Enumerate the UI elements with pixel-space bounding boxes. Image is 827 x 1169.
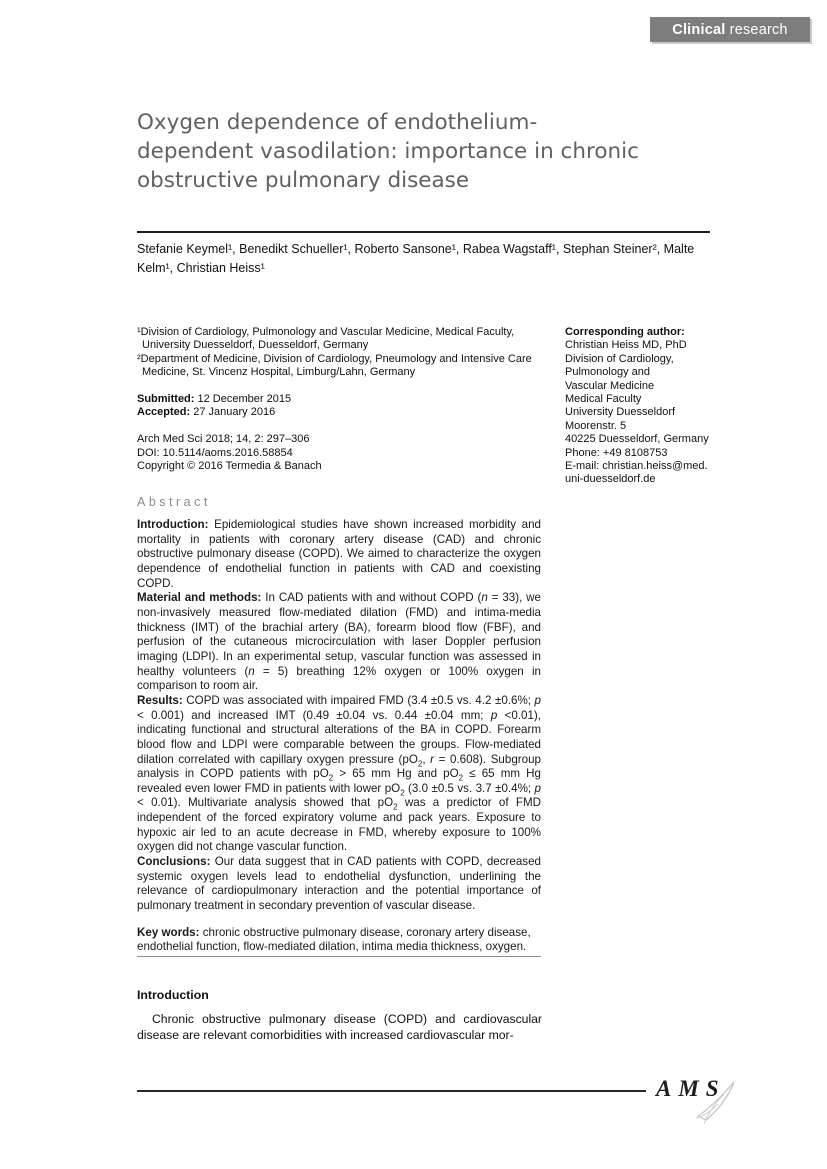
affiliation-line: ²Department of Medicine, Division of Cardiology, Pneumology and Intensive Care Medicine, St. Vincenz Hospital, Limburg/Lahn, Germany [137, 352, 532, 379]
corresponding-author-line: Medical Faculty [565, 393, 642, 406]
badge-bold-text: Clinical [672, 21, 726, 38]
corresponding-author-lines [565, 339, 717, 486]
affiliations-list [137, 326, 565, 380]
corresponding-author-line: E-mail: christian.heiss@med. [565, 460, 708, 473]
abstract-body [137, 518, 541, 955]
corresponding-author-line: Christian Heiss MD, PhD [565, 339, 687, 352]
submitted-value: 12 December 2015 [194, 392, 292, 405]
journal-citation: Arch Med Sci 2018; 14, 2: 297–306 [137, 433, 310, 446]
corresponding-author-line: Moorenstr. 5 [565, 419, 627, 432]
corresponding-author-line: 40225 Duesseldorf, Germany [565, 433, 709, 446]
submitted-label: Submitted: [137, 392, 195, 405]
doi-line: DOI: 10.5114/aoms.2016.58854 [137, 446, 293, 459]
abstract-paragraph: Results: COPD was associated with impaired FMD (3.4 ±0.5 vs. 4.2 ±0.6%; p < 0.001) and increased IMT (0.49 ±0.04 vs. 0.44 ±0.04 mm; p <0.01), indicating functional and structural alterations of the BA in COPD. Forearm blood flow and LDPI were comparable between the groups. Flow-mediated dilation correlated with capillary oxygen pressure ($pO_2$, r = 0.608). Subgroup analysis in COPD patients with $pO_2 > 65$ mm Hg and $pO_2 \le 65$ mm Hg revealed even lower FMD in patients with lower $pO_2$ (3.0 ±0.5 vs. 3.7 ±0.4%; p < 0.01). Multivariate analysis showed that $pO_2$ was a predictor of FMD independent of the forced expiratory volume and pack years. Exposure to hypoxic air led to an acute decrease in FMD, whereby exposure to 100% oxygen did not change vascular function. [137, 693, 542, 854]
affiliation-line: ¹Division of Cardiology, Pulmonology and Vascular Medicine, Medical Faculty, University Duesseldorf, Duesseldorf, Germany [137, 326, 515, 352]
left-meta-column [137, 326, 565, 474]
accepted-value: 27 January 2016 [190, 406, 276, 419]
corresponding-author-line: Pulmonology and [565, 366, 651, 379]
corresponding-author-line: uni-duesseldorf.de [565, 473, 656, 486]
accepted-label: Accepted: [137, 406, 191, 419]
citation-block [137, 433, 565, 473]
abstract-paragraph: Conclusions: Our data suggest that in CAD patients with COPD, decreased systemic oxygen levels lead to endothelial dysfunction, underlining the relevance of cardiopulmonary interaction and the potential importance of pulmonary treatment in secondary prevention of vascular disease. [137, 855, 541, 913]
corresponding-author-line: Vascular Medicine [565, 379, 655, 392]
accepted-line [137, 406, 565, 419]
article-title: Oxygen dependence of endothelium-dependent vasodilation: importance in chronic obstructive pulmonary disease [137, 110, 639, 193]
corresponding-author-block [565, 326, 717, 487]
corresponding-author-line: Division of Cardiology, [565, 352, 674, 365]
abstract-divider-rule [137, 956, 541, 957]
corresponding-author-label: Corresponding author: [565, 326, 685, 338]
article-type-badge [650, 17, 810, 42]
copyright-line: Copyright © 2016 Termedia & Banach [137, 460, 322, 473]
quill-flourish-icon [694, 1078, 740, 1126]
keywords-paragraph: Key words: chronic obstructive pulmonary disease, coronary artery disease, endothelial function, flow-mediated dilation, intima media thickness, oxygen. [137, 925, 531, 954]
abstract-paragraph: Material and methods: In CAD patients with and without COPD (n = 33), we non-invasively measured flow-mediated dilation (FMD) and intima-media thickness (IMT) of the brachial artery (BA), forearm blood flow (FBF), and perfusion of the cutaneous microcirculation with laser Doppler perfusion imaging (LDPI). In an experimental setup, vascular function was assessed in healthy volunteers (n = 5) breathing 12% oxygen or 100% oxygen in comparison to room air. [137, 591, 542, 693]
corresponding-author-line: Phone: +49 8108753 [565, 446, 668, 459]
corresponding-author-line: University Duesseldorf [565, 406, 676, 419]
journal-logo: AMS [656, 1076, 726, 1101]
footer-rule [137, 1090, 646, 1092]
submission-dates [137, 393, 565, 420]
submitted-line [137, 393, 565, 406]
introduction-heading: Introduction [137, 988, 209, 1002]
badge-regular-text: research [725, 21, 788, 38]
authors-line: Stefanie Keymel¹, Benedikt Schueller¹, Roberto Sansone¹, Rabea Wagstaff¹, Stephan Steiner², Malte Kelm¹, Christian Heiss¹ [137, 242, 695, 275]
abstract-heading: Abstract [137, 495, 211, 509]
abstract-paragraph: Introduction: Epidemiological studies have shown increased morbidity and mortality in patients with coronary artery disease (CAD) and chronic obstructive pulmonary disease (COPD). We aimed to characterize the oxygen dependence of endothelial function in patients with CAD and coexisting COPD. [137, 518, 541, 590]
introduction-paragraph: Chronic obstructive pulmonary disease (COPD) and cardiovascular disease are relevant comorbidities with increased cardiovascular mor- [137, 1012, 542, 1042]
authors-top-rule [137, 231, 710, 233]
